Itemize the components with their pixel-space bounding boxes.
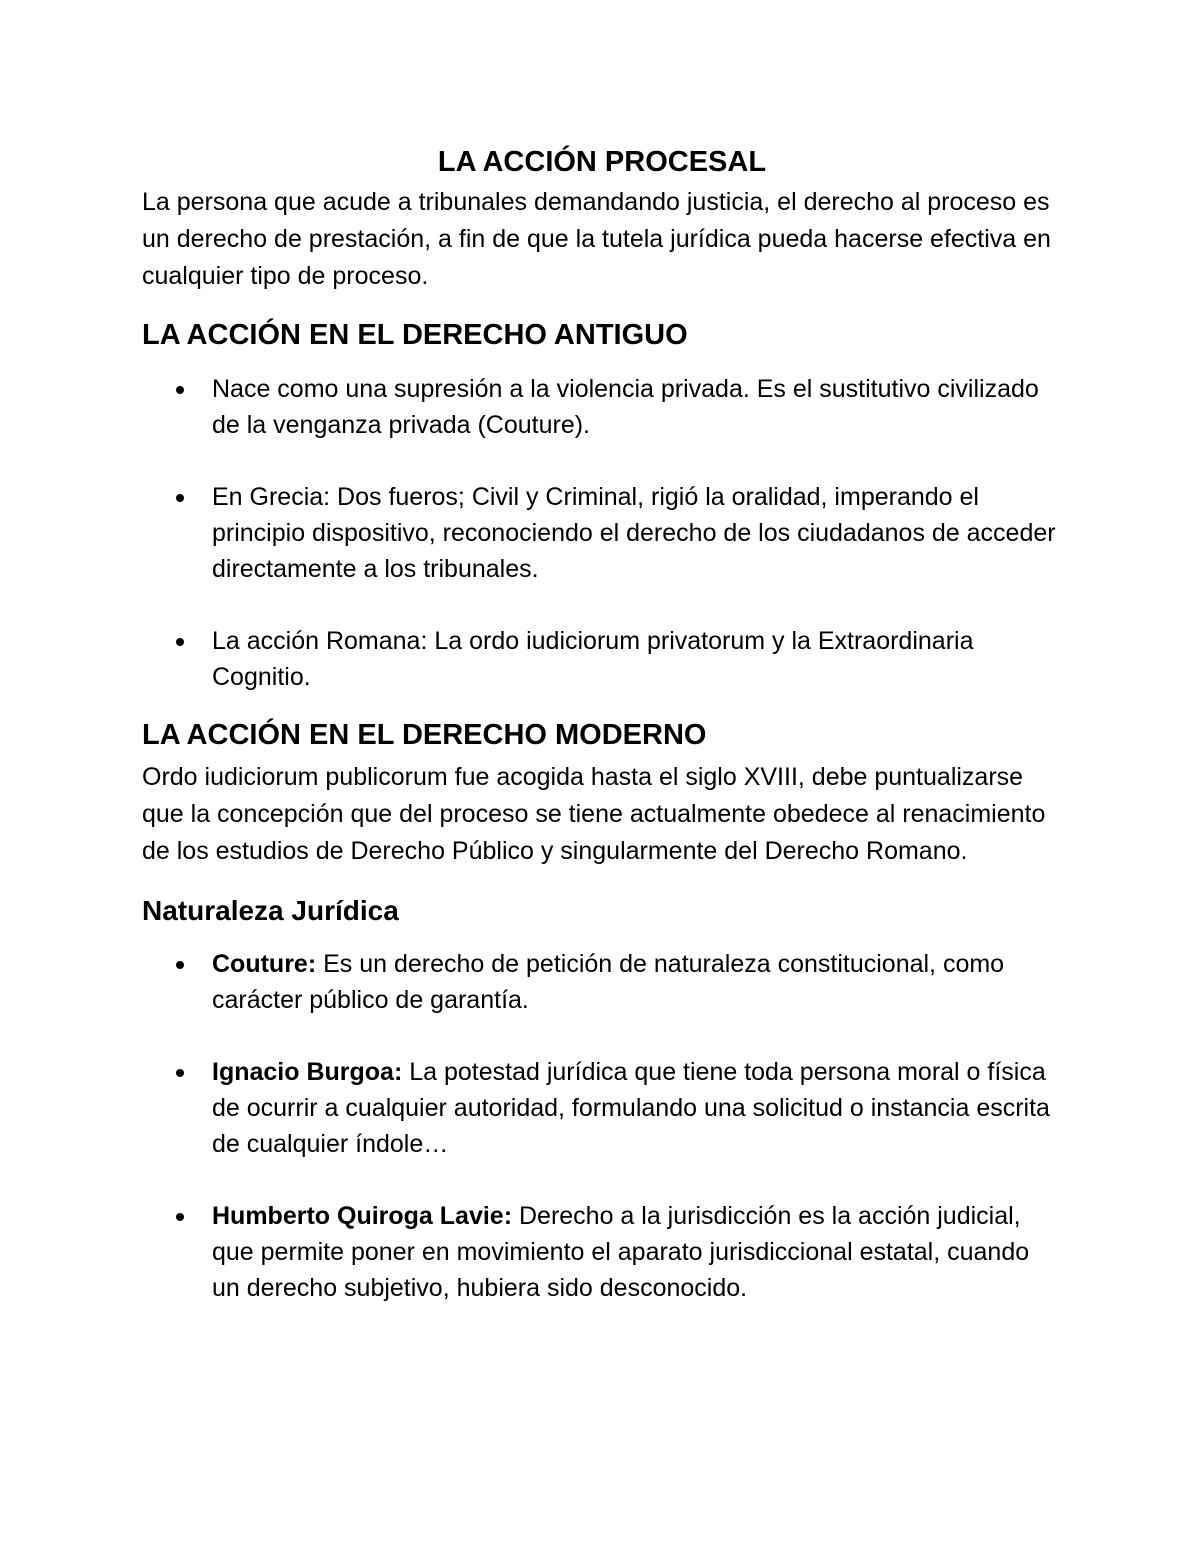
author-name: Couture: bbox=[212, 950, 317, 978]
document-page bbox=[142, 140, 1062, 1306]
moderno-paragraph: Ordo iudiciorum publicorum fue acogida hasta el siglo XVIII, debe puntualizarse que la concepción que del proceso se tiene actualmente obedece al renacimiento de los estudios de Derecho Público y singularmente del Derecho Romano. bbox=[142, 763, 1046, 865]
section-heading-derecho-moderno: LA ACCIÓN EN EL DERECHO MODERNO bbox=[142, 719, 707, 751]
bullet-icon bbox=[176, 386, 184, 394]
list-item bbox=[142, 1198, 1062, 1306]
section-heading-derecho-antiguo: LA ACCIÓN EN EL DERECHO ANTIGUO bbox=[142, 319, 688, 351]
section-heading-naturaleza-juridica: Naturaleza Jurídica bbox=[142, 895, 399, 926]
intro-paragraph: La persona que acude a tribunales demandando justicia, el derecho al proceso es un derecho de prestación, a fin de que la tutela jurídica pueda hacerse efectiva en cualquier tipo de proceso. bbox=[142, 188, 1051, 290]
bullet-icon bbox=[176, 638, 184, 646]
bullet-icon bbox=[176, 961, 184, 969]
author-name: Ignacio Burgoa: bbox=[212, 1058, 403, 1086]
list-item bbox=[142, 479, 1062, 587]
list-item bbox=[142, 1054, 1062, 1162]
bullet-icon bbox=[176, 1069, 184, 1077]
list-item bbox=[142, 371, 1062, 443]
list-item-text: En Grecia: Dos fueros; Civil y Criminal, rigió la oralidad, imperando el principio dispositivo, reconociendo el derecho de los ciudadanos de acceder directamente a los tribunales. bbox=[212, 483, 1056, 583]
list-item-text: Nace como una supresión a la violencia privada. Es el sustitutivo civilizado de la venganza privada (Couture). bbox=[212, 375, 1039, 439]
list-item-text: Derecho a la jurisdicción es la acción judicial, que permite poner en movimiento el aparato jurisdiccional estatal, cuando un derecho subjetivo, hubiera sido desconocido. bbox=[212, 1202, 1030, 1302]
list-item bbox=[142, 946, 1062, 1018]
naturaleza-bullet-list bbox=[142, 946, 1062, 1306]
bullet-icon bbox=[176, 494, 184, 502]
list-item-text: Es un derecho de petición de naturaleza constitucional, como carácter público de garantía. bbox=[212, 950, 1005, 1014]
antiguo-bullet-list bbox=[142, 371, 1062, 695]
bullet-icon bbox=[176, 1213, 184, 1221]
document-title: LA ACCIÓN PROCESAL bbox=[437, 146, 767, 178]
list-item-text: La potestad jurídica que tiene toda persona moral o física de ocurrir a cualquier autoridad, formulando una solicitud o instancia escrita de cualquier índole… bbox=[212, 1058, 1050, 1158]
author-name: Humberto Quiroga Lavie: bbox=[212, 1202, 513, 1230]
list-item bbox=[142, 623, 1062, 695]
list-item-text: La acción Romana: La ordo iudiciorum privatorum y la Extraordinaria Cognitio. bbox=[212, 627, 974, 691]
